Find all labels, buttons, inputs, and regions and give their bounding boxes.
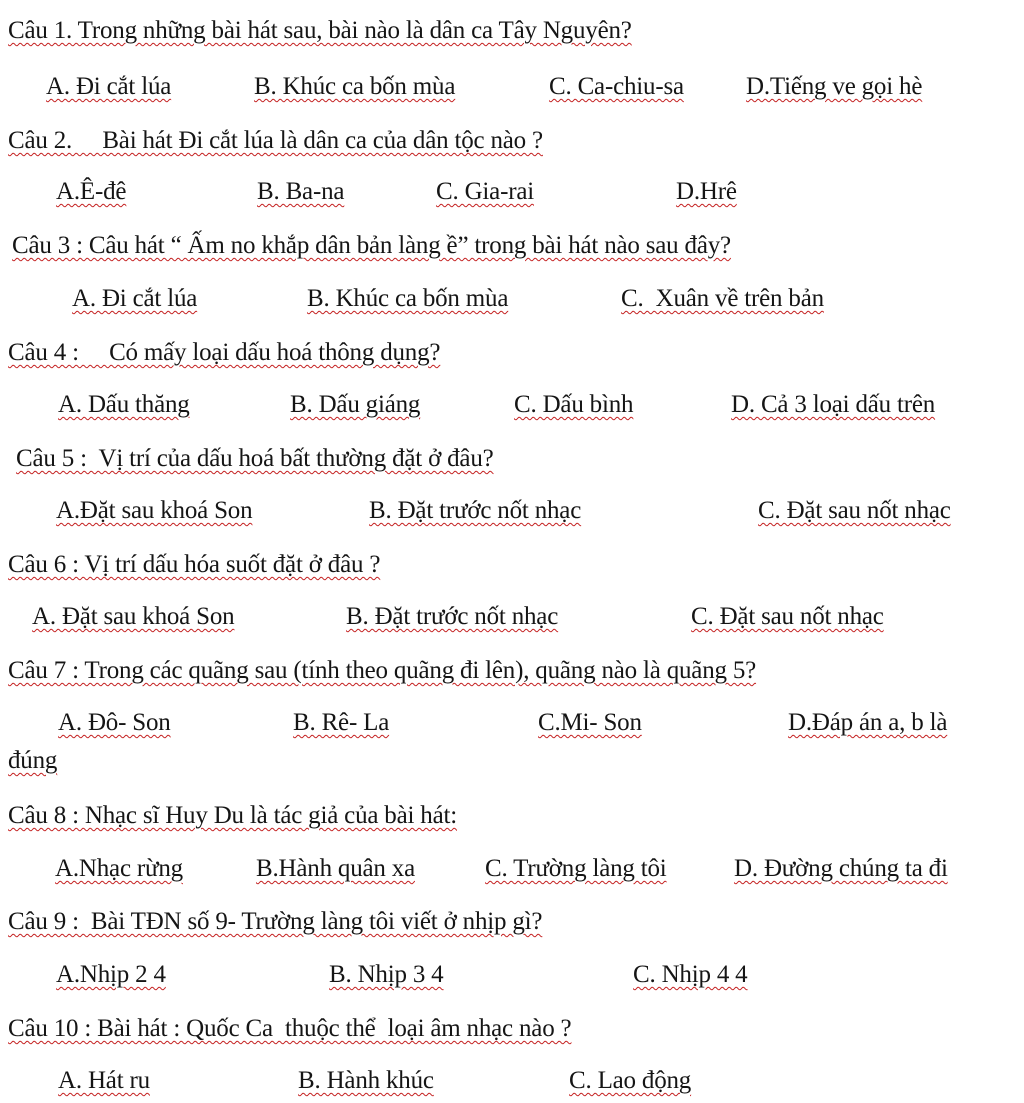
q5-option-b: B. Đặt trước nốt nhạc	[369, 497, 582, 524]
q5-option-a: A.Đặt sau khoá Son	[56, 497, 253, 524]
q8-option-d: D. Đường chúng ta đi	[734, 855, 948, 882]
q1-option-b: B. Khúc ca bốn mùa	[254, 73, 456, 100]
q10-option-b: B. Hành khúc	[298, 1067, 434, 1094]
q7-option-b: B. Rê- La	[293, 709, 390, 736]
q3-option-b: B. Khúc ca bốn mùa	[307, 285, 509, 312]
q2-option-b: B. Ba-na	[257, 178, 345, 205]
question-3: Câu 3 : Câu hát “ Ấm no khắp dân bản làng ề” trong bài hát nào sau đây?	[12, 232, 731, 259]
q7-option-d: D.Đáp án a, b là	[788, 709, 948, 736]
q9-option-a: A.Nhịp 2 4	[56, 961, 166, 988]
q5-option-c: C. Đặt sau nốt nhạc	[758, 497, 951, 524]
q2-option-d: D.Hrê	[676, 178, 737, 205]
q9-option-b: B. Nhịp 3 4	[329, 961, 444, 988]
q2-option-a: A.Ê-đê	[56, 178, 127, 205]
q6-option-c: C. Đặt sau nốt nhạc	[691, 603, 884, 630]
question-9: Câu 9 : Bài TĐN số 9- Trường làng tôi viết ở nhịp gì?	[8, 908, 543, 935]
q4-option-d: D. Cả 3 loại dấu trên	[731, 391, 936, 418]
question-1: Câu 1. Trong những bài hát sau, bài nào là dân ca Tây Nguyên?	[8, 17, 632, 44]
q10-option-c: C. Lao động	[569, 1067, 692, 1094]
question-8: Câu 8 : Nhạc sĩ Huy Du là tác giả của bài hát:	[8, 802, 457, 829]
question-7: Câu 7 : Trong các quãng sau (tính theo quãng đi lên), quãng nào là quãng 5?	[8, 657, 757, 684]
q2-option-c: C. Gia-rai	[436, 178, 534, 205]
q8-option-b: B.Hành quân xa	[256, 855, 415, 882]
q3-option-c: C. Xuân về trên bản	[621, 285, 824, 312]
question-4: Câu 4 : Có mấy loại dấu hoá thông dụng?	[8, 339, 441, 366]
question-10: Câu 10 : Bài hát : Quốc Ca thuộc thể loại âm nhạc nào ?	[8, 1015, 572, 1042]
q4-option-b: B. Dấu giáng	[290, 391, 421, 418]
q10-option-a: A. Hát ru	[58, 1067, 150, 1094]
q4-option-c: C. Dấu bình	[514, 391, 634, 418]
q7-option-c: C.Mi- Son	[538, 709, 642, 736]
q8-option-a: A.Nhạc rừng	[55, 855, 183, 882]
q6-option-a: A. Đặt sau khoá Son	[32, 603, 235, 630]
q7-option-a: A. Đô- Son	[58, 709, 171, 736]
q3-option-a: A. Đi cắt lúa	[72, 285, 198, 312]
q1-option-c: C. Ca-chiu-sa	[549, 73, 684, 100]
question-5: Câu 5 : Vị trí của dấu hoá bất thường đặt ở đâu?	[16, 445, 494, 472]
q6-option-b: B. Đặt trước nốt nhạc	[346, 603, 559, 630]
q9-option-c: C. Nhịp 4 4	[633, 961, 748, 988]
q1-option-a: A. Đi cắt lúa	[46, 73, 172, 100]
q1-option-d: D.Tiếng ve gọi hè	[746, 73, 923, 100]
q4-option-a: A. Dấu thăng	[58, 391, 190, 418]
question-2: Câu 2. Bài hát Đi cắt lúa là dân ca của dân tộc nào ?	[8, 127, 543, 154]
q8-option-c: C. Trường làng tôi	[485, 855, 667, 882]
question-6: Câu 6 : Vị trí dấu hóa suốt đặt ở đâu ?	[8, 551, 381, 578]
q7-option-d-continuation: đúng	[8, 747, 58, 774]
